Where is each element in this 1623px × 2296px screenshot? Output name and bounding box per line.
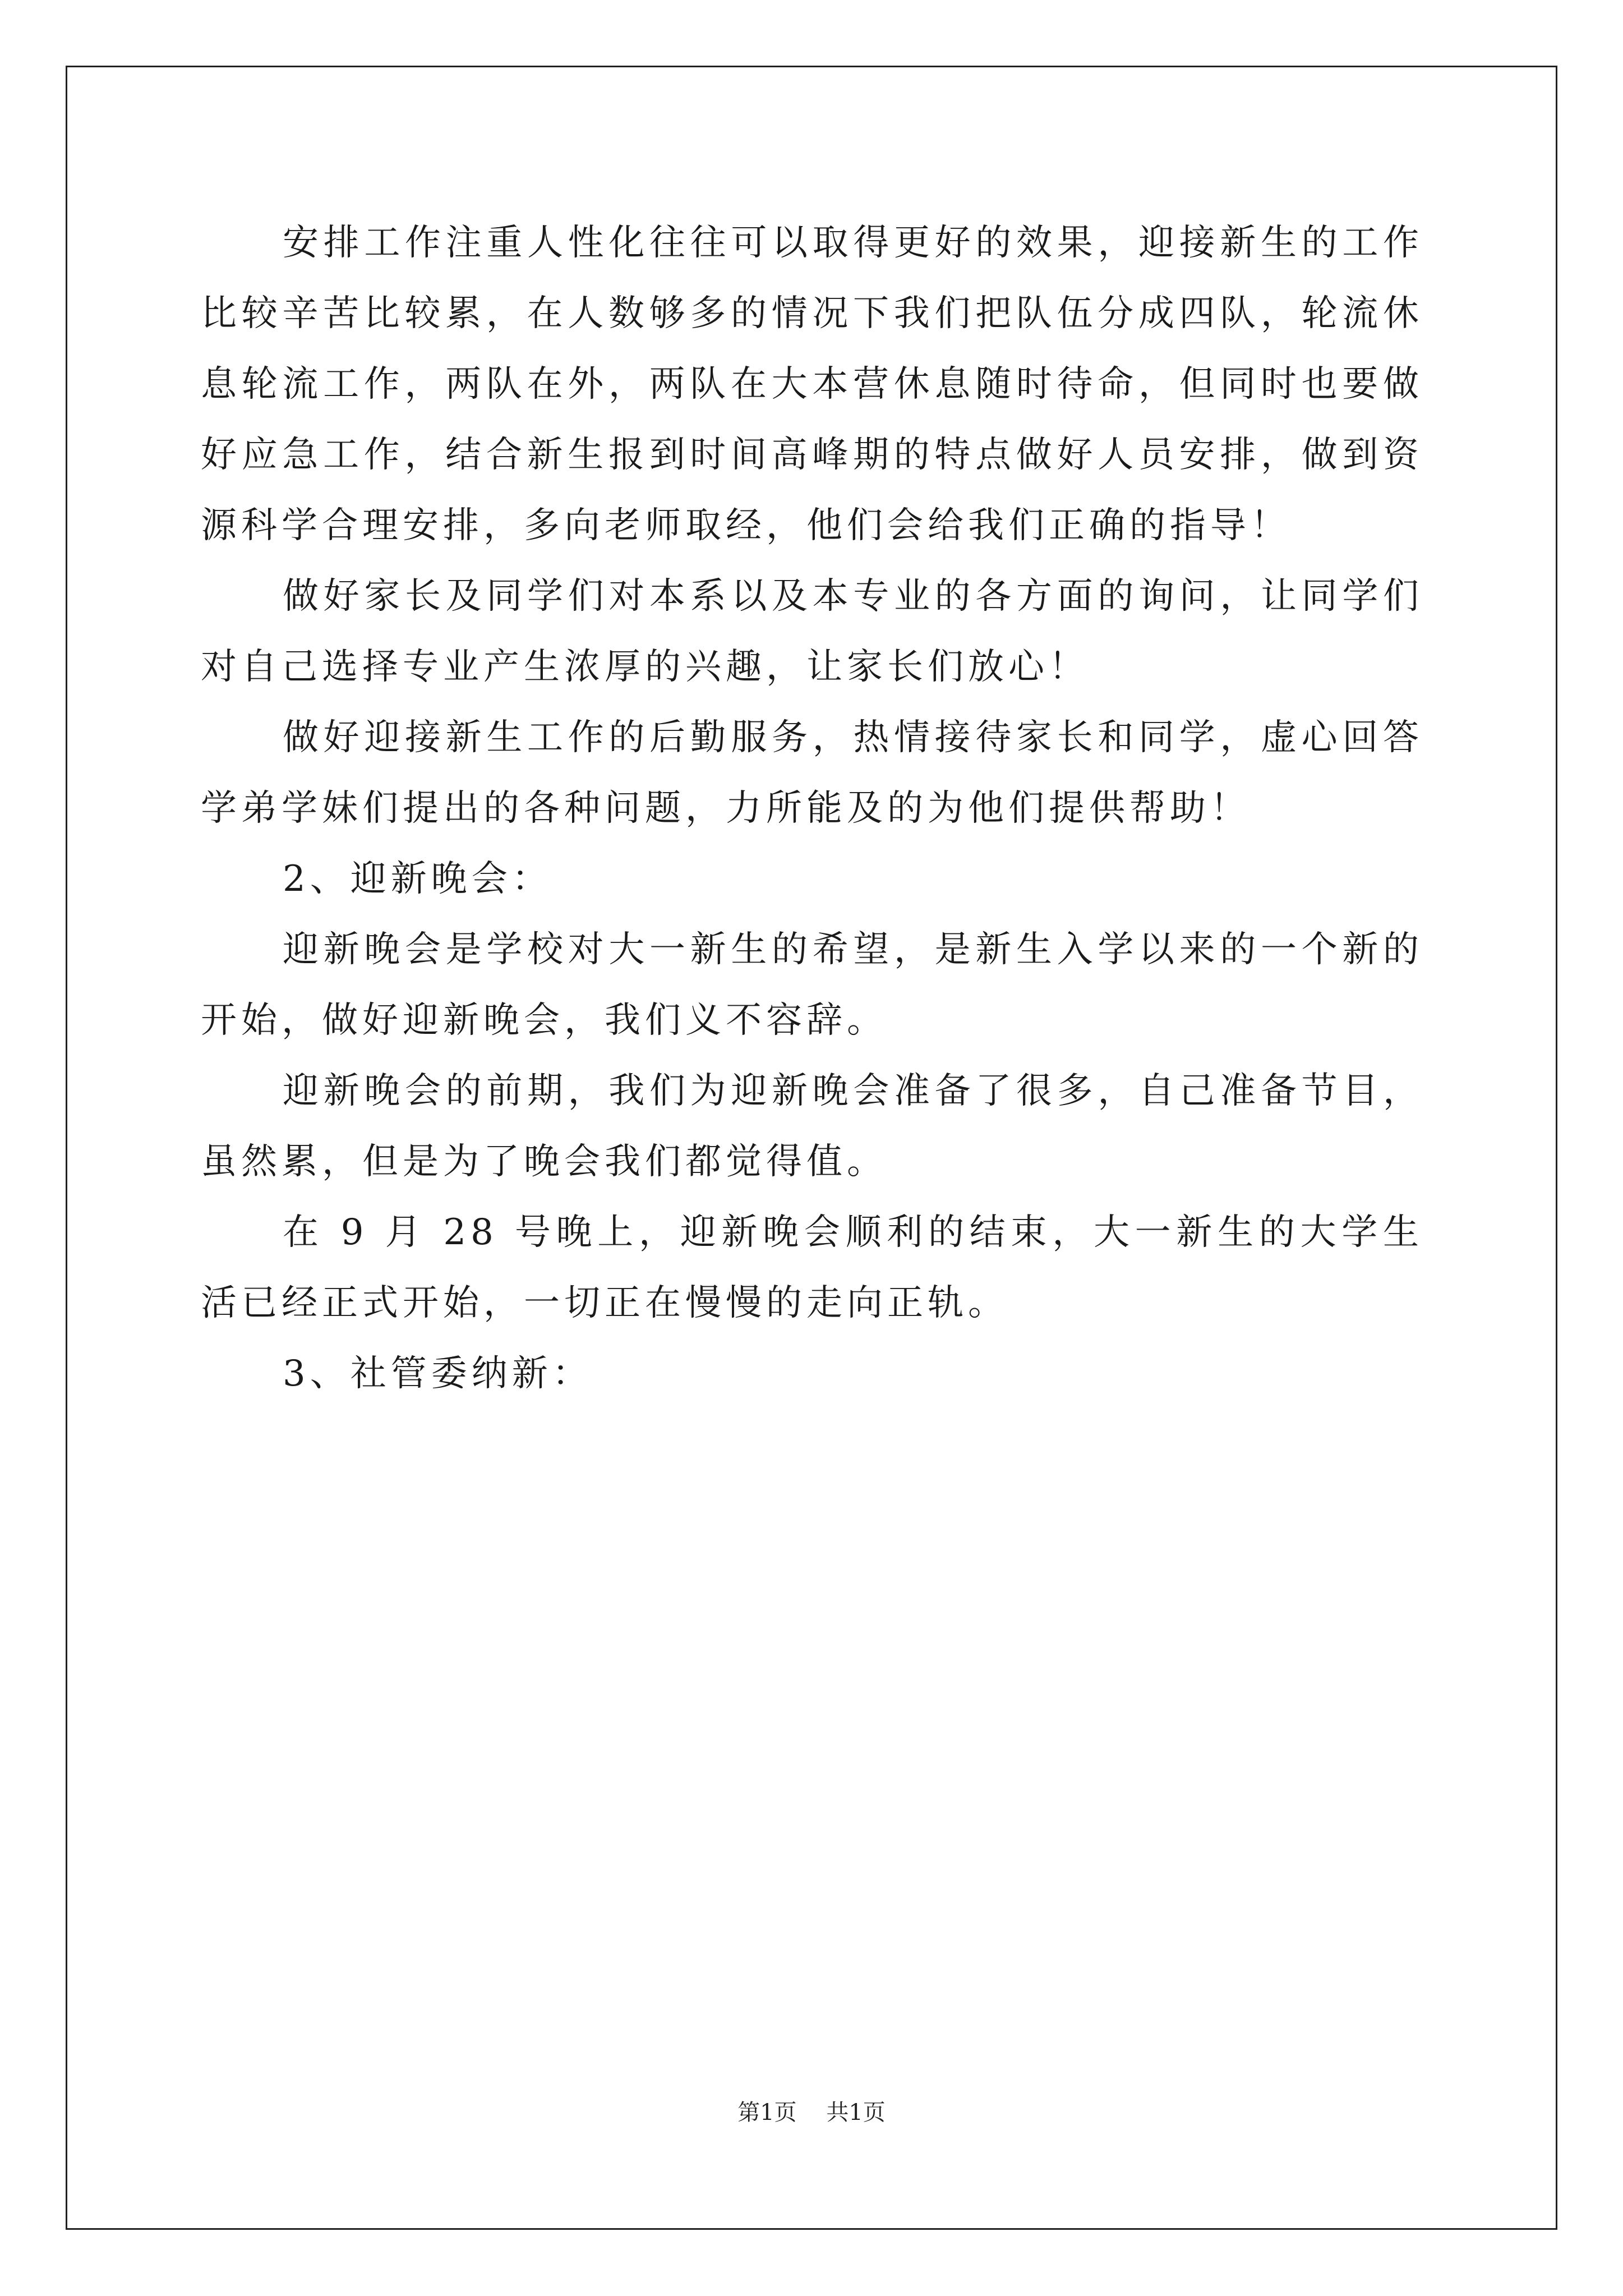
- page-footer: [0, 2097, 1623, 2128]
- paragraph: 迎新晚会的前期，我们为迎新晚会准备了很多，自己准备节目，虽然累，但是为了晚会我们都觉得值。: [201, 1070, 1423, 1182]
- section-heading: 3、社管委纳新：: [283, 1353, 593, 1395]
- paragraph: 做好迎接新生工作的后勤服务，热情接待家长和同学，虚心回答学弟学妹们提出的各种问题，力所能及的为他们提供帮助！: [201, 717, 1423, 829]
- paragraph: 在 9 月 28 号晚上，迎新晚会顺利的结束，大一新生的大学生活已经正式开始，一切正在慢慢的走向正轨。: [201, 1212, 1423, 1324]
- paragraph: 迎新晚会是学校对大一新生的希望，是新生入学以来的一个新的开始，做好迎新晚会，我们义不容辞。: [201, 929, 1423, 1041]
- paragraph: 做好家长及同学们对本系以及本专业的各方面的询问，让同学们对自己选择专业产生浓厚的兴趣，让家长们放心！: [201, 576, 1423, 688]
- paragraph: 安排工作注重人性化往往可以取得更好的效果，迎接新生的工作比较辛苦比较累，在人数够多的情况下我们把队伍分成四队，轮流休息轮流工作，两队在外，两队在大本营休息随时待命，但同时也要做好应急工作，结合新生报到时间高峰期的特点做好人员安排，做到资源科学合理安排，多向老师取经，他们会给我们正确的指导！: [201, 222, 1423, 546]
- page-number-current: 第1页: [737, 2100, 797, 2125]
- page-number-total: 共1页: [826, 2100, 886, 2125]
- section-heading: 2、迎新晚会：: [283, 858, 552, 900]
- document-body: [201, 208, 1423, 1409]
